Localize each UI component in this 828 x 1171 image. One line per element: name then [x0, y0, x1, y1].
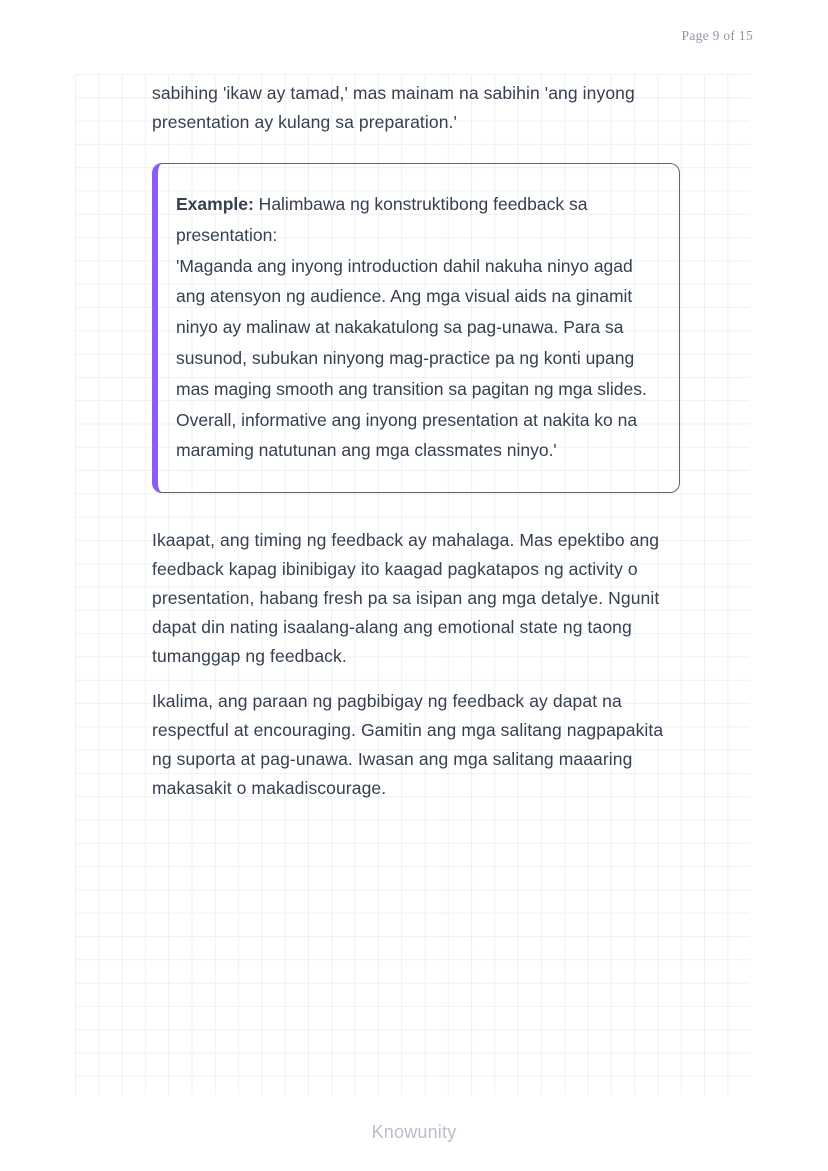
example-label: Example:: [176, 194, 254, 214]
page-indicator: Page 9 of 15: [681, 28, 753, 43]
notes-sheet: [75, 74, 750, 1095]
example-body: 'Maganda ang inyong introduction dahil nakuha ninyo agad ang atensyon ng audience. Ang mga visual aids na ginamit ninyo ay malinaw at nakakatulong sa pag-unawa. Para sa susunod, subukan ninyong mag-practice pa ng konti upang mas maging smooth ang transition sa pagitan ng mga slides. Overall, informative ang inyong presentation at nakita ko na maraming natutunan ang mga classmates ninyo.': [176, 255, 647, 461]
example-box: [152, 163, 680, 493]
example-intro: Halimbawa ng konstruktibong feedback sa presentation:: [176, 194, 588, 245]
notes-content: [75, 74, 750, 803]
paragraph-continued: sabihing 'ikaw ay tamad,' mas mainam na sabihin 'ang inyong presentation ay kulang sa preparation.': [152, 83, 635, 132]
paragraph: Ikaapat, ang timing ng feedback ay mahalaga. Mas epektibo ang feedback kapag ibinibigay ito kaagad pagkatapos ng activity o presentation, habang fresh pa sa isipan ang mga detalye. Ngunit dapat din nating isaalang-alang ang emotional state ng taong tumanggap ng feedback.: [152, 530, 660, 667]
paragraph: Ikalima, ang paraan ng pagbibigay ng feedback ay dapat na respectful at encouraging. Gamitin ang mga salitang nagpapakita ng suporta at pag-unawa. Iwasan ang mga salitang maaaring makasakit o makadiscourage.: [152, 691, 664, 799]
knowunity-wordmark: Knowunity: [371, 1122, 457, 1142]
